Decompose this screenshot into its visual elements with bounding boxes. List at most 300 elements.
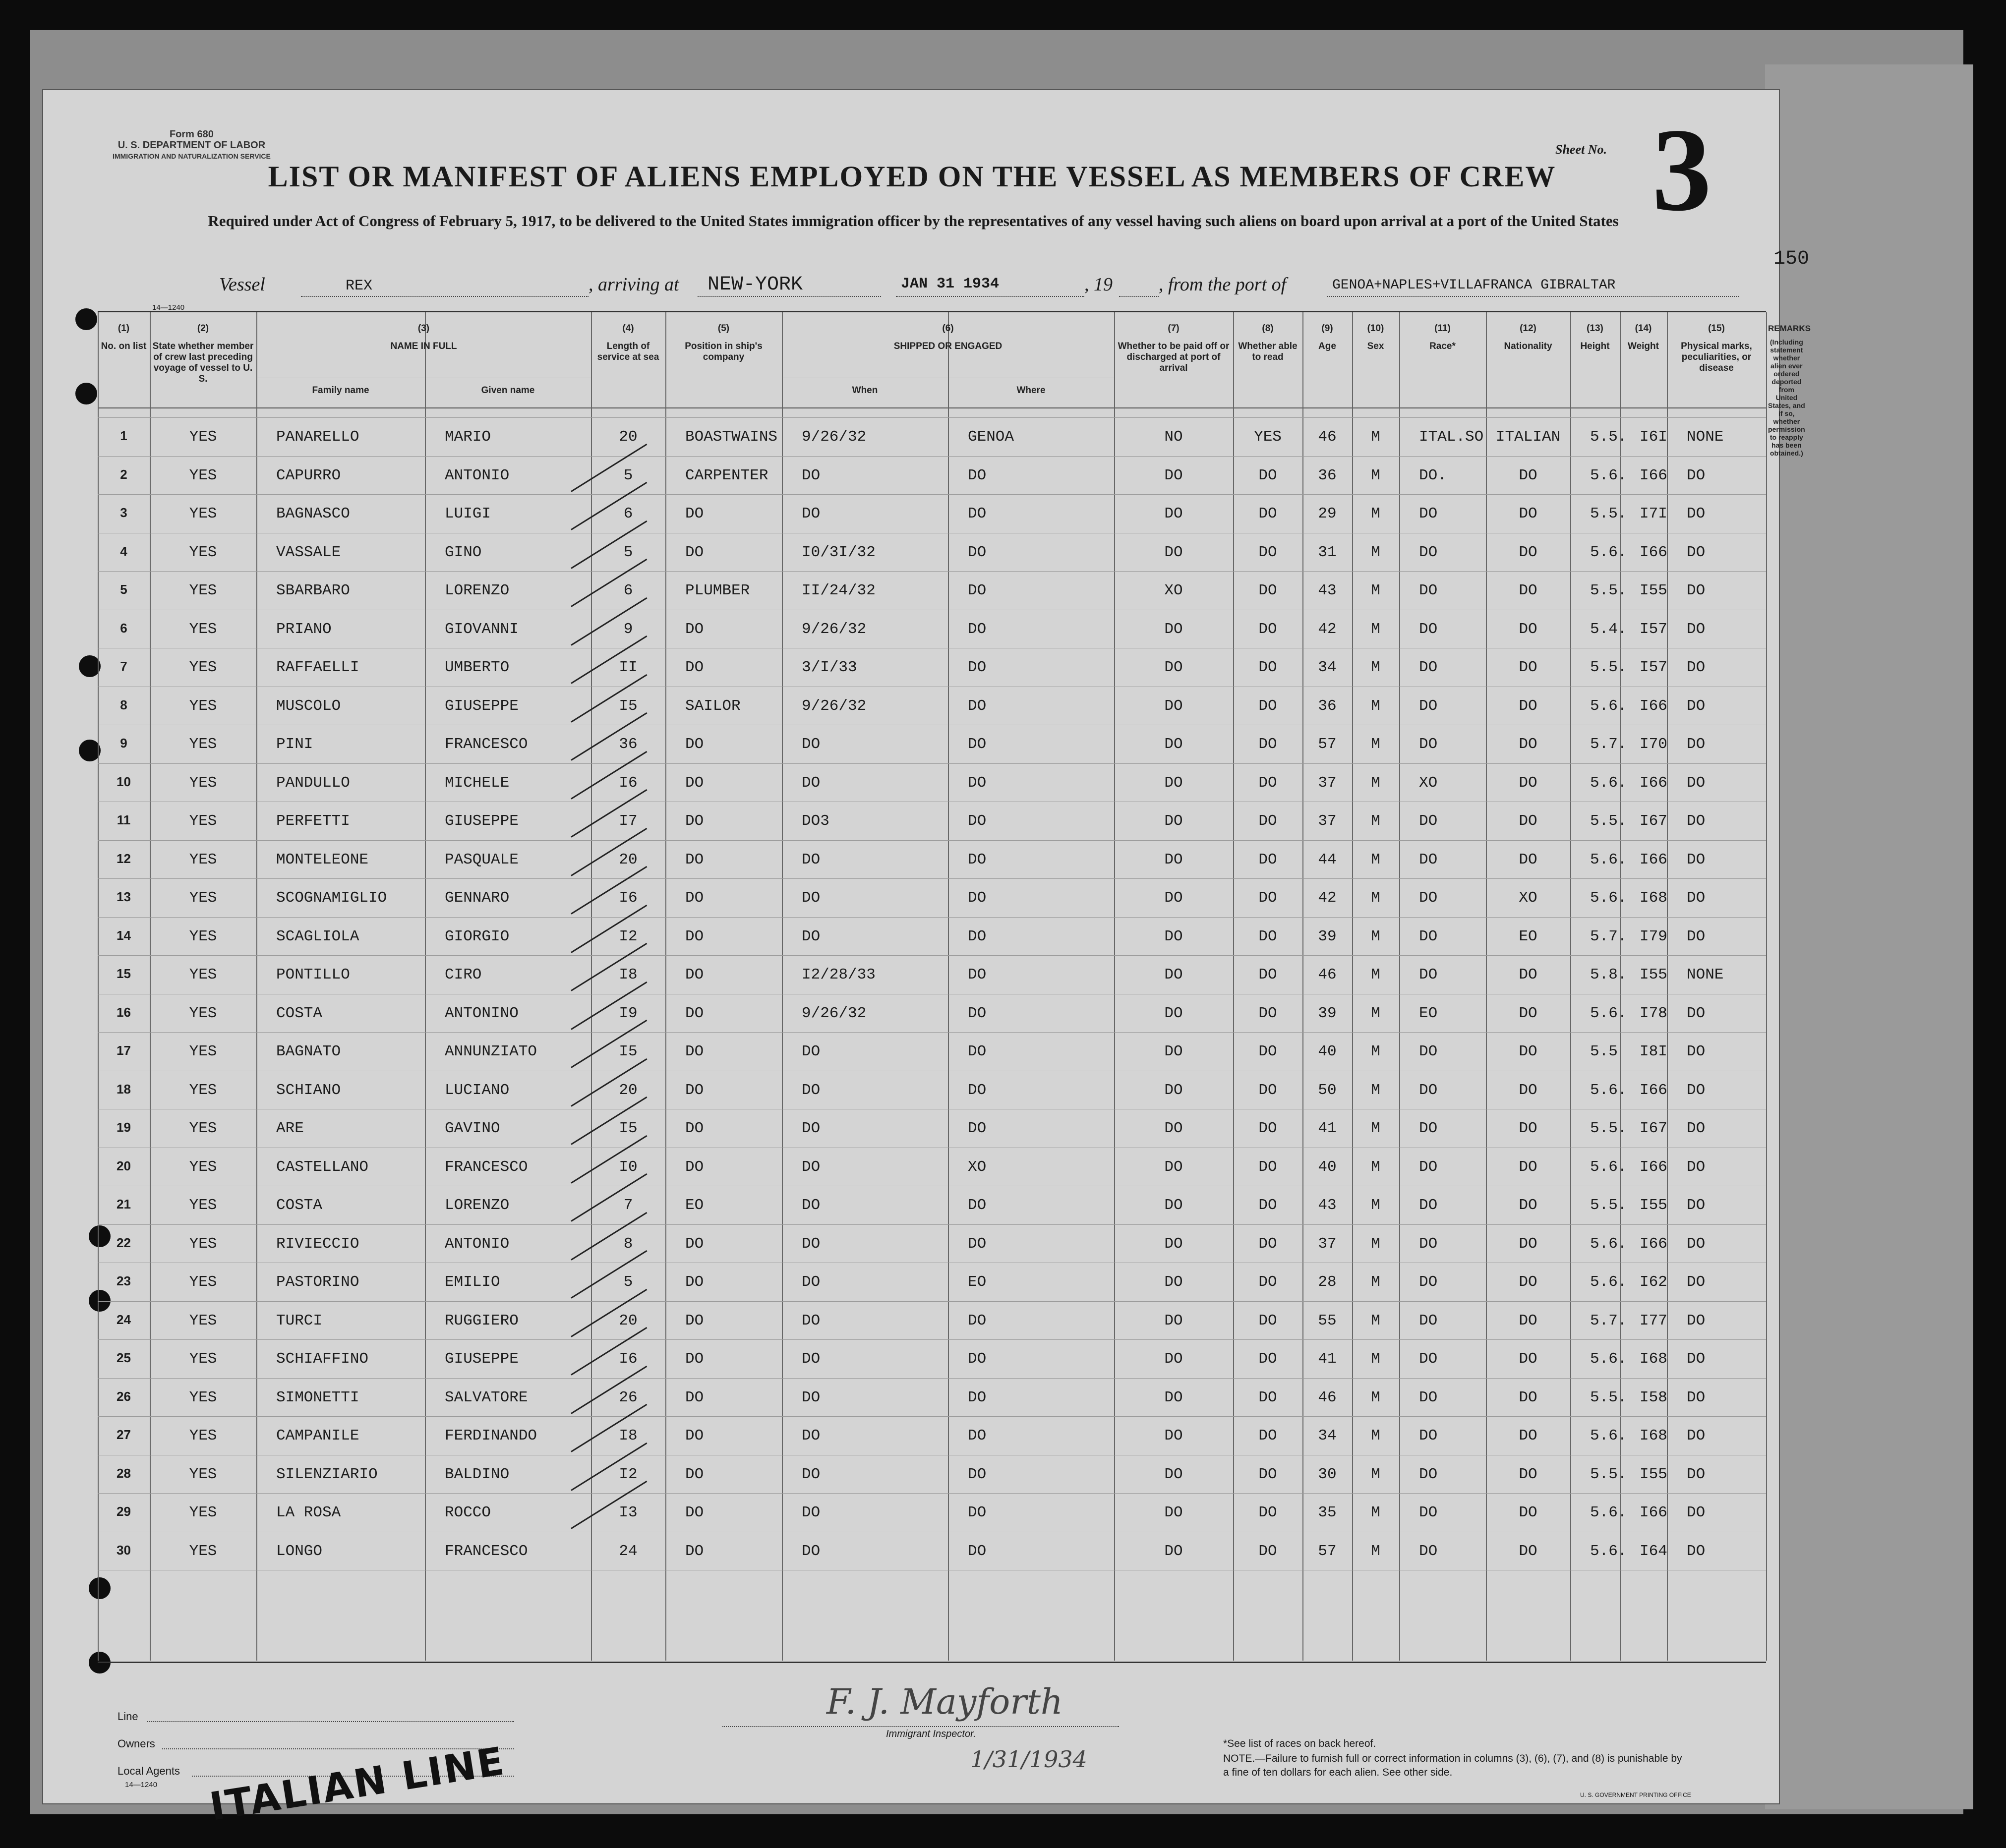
age: 30 — [1318, 1465, 1337, 1483]
row-rule — [98, 1416, 1766, 1417]
weight: I57 — [1640, 659, 1667, 676]
weight: I66 — [1640, 1158, 1667, 1176]
given-name: CIRO — [445, 966, 482, 983]
sex: M — [1371, 1273, 1380, 1291]
paid-off: NO — [1164, 428, 1183, 446]
age: 37 — [1318, 812, 1337, 830]
given-name: FRANCESCO — [445, 736, 528, 753]
row-rule — [98, 494, 1766, 495]
age: 39 — [1318, 1004, 1337, 1022]
given-name: ROCCO — [445, 1504, 491, 1521]
able-to-read: DO — [1258, 505, 1277, 522]
able-to-read: DO — [1258, 1120, 1277, 1137]
able-to-read: DO — [1258, 697, 1277, 715]
row-number: 27 — [117, 1427, 131, 1442]
paid-off: DO — [1164, 697, 1183, 715]
position: DO — [685, 774, 704, 792]
header-number: (14) — [1635, 323, 1652, 334]
header-label: Where — [1016, 385, 1046, 396]
family-name: PONTILLO — [276, 966, 350, 983]
row-number: 21 — [117, 1197, 131, 1212]
race: DO — [1419, 1350, 1438, 1368]
height: 5.4. — [1590, 620, 1627, 638]
header-label: Nationality — [1504, 341, 1552, 351]
header-given-name — [427, 385, 589, 396]
race: DO — [1419, 620, 1438, 638]
physical-marks: NONE — [1687, 428, 1724, 446]
position: DO — [685, 1427, 704, 1444]
header-shipped-where — [950, 385, 1112, 396]
header-number: (10) — [1367, 323, 1384, 334]
row-number: 5 — [120, 582, 127, 597]
height: 5.5. — [1590, 1120, 1627, 1137]
race: DO — [1419, 582, 1438, 599]
position: DO — [685, 1504, 704, 1521]
height: 5.5. — [1590, 505, 1627, 522]
shipped-where: EO — [968, 1273, 987, 1291]
header-paid-off — [1116, 323, 1231, 374]
sex: M — [1371, 543, 1380, 561]
nationality: DO — [1519, 851, 1537, 868]
position: BOASTWAINS — [685, 428, 778, 446]
height: 5.6. — [1590, 889, 1627, 907]
nationality: DO — [1519, 966, 1537, 983]
row-number: 2 — [120, 466, 127, 482]
sex: M — [1371, 1427, 1380, 1444]
header-shipped-when — [784, 385, 946, 396]
paid-off: DO — [1164, 620, 1183, 638]
weight: I66 — [1640, 697, 1667, 715]
sex: M — [1371, 736, 1380, 753]
paid-off: DO — [1164, 1043, 1183, 1060]
family-name: CAMPANILE — [276, 1427, 359, 1444]
race: DO — [1419, 1504, 1438, 1521]
vessel-name: REX — [346, 278, 373, 294]
position: DO — [685, 1081, 704, 1099]
age: 39 — [1318, 927, 1337, 945]
height: 5.7. — [1590, 1312, 1627, 1329]
prior-voyage: YES — [189, 543, 217, 561]
sex: M — [1371, 966, 1380, 983]
shipped-when: DO — [802, 1504, 821, 1521]
inspector-signature: F. J. Mayforth — [826, 1681, 1063, 1722]
height: 5.5. — [1590, 1197, 1627, 1214]
header-physical-marks — [1669, 323, 1764, 374]
weight: I66 — [1640, 466, 1667, 484]
able-to-read: DO — [1258, 736, 1277, 753]
race: DO — [1419, 697, 1438, 715]
nationality: DO — [1519, 812, 1537, 830]
given-name: FRANCESCO — [445, 1158, 528, 1176]
prior-voyage: YES — [189, 582, 217, 599]
row-rule — [98, 917, 1766, 918]
shipped-when: DO — [802, 1235, 821, 1253]
department-name: U. S. DEPARTMENT OF LABOR — [118, 140, 266, 151]
form-identifier — [113, 129, 271, 162]
weight: I70 — [1640, 736, 1667, 753]
weight: I68 — [1640, 889, 1667, 907]
nationality: DO — [1519, 1350, 1537, 1368]
family-name: SBARBARO — [276, 582, 350, 599]
sex: M — [1371, 620, 1380, 638]
able-to-read: DO — [1258, 1427, 1277, 1444]
given-name: SALVATORE — [445, 1388, 528, 1406]
physical-marks: DO — [1687, 1120, 1706, 1137]
header-number: (1) — [118, 323, 130, 334]
row-number: 3 — [120, 505, 127, 520]
shipped-when: DO — [802, 1312, 821, 1329]
able-to-read: DO — [1258, 1388, 1277, 1406]
family-name: BAGNATO — [276, 1043, 341, 1060]
row-number: 30 — [117, 1542, 131, 1558]
nationality: DO — [1519, 659, 1537, 676]
service-years: 20 — [619, 1081, 638, 1099]
position: DO — [685, 1312, 704, 1329]
paid-off: DO — [1164, 1120, 1183, 1137]
service-years: I8 — [619, 966, 638, 983]
year-label: , 19 — [1084, 274, 1113, 295]
row-number: 22 — [117, 1235, 131, 1250]
shipped-where: DO — [968, 927, 987, 945]
weight: I79 — [1640, 927, 1667, 945]
given-name: GAVINO — [445, 1120, 500, 1137]
age: 28 — [1318, 1273, 1337, 1291]
italian-line-stamp: ITALIAN LINE — [207, 1738, 509, 1830]
family-name: SCOGNAMIGLIO — [276, 889, 387, 907]
row-number: 4 — [120, 543, 127, 559]
header-prior-voyage — [152, 323, 254, 385]
race: DO — [1419, 851, 1438, 868]
given-name: GINO — [445, 543, 482, 561]
header-number: (8) — [1262, 323, 1274, 334]
nationality: DO — [1519, 1197, 1537, 1214]
row-number: 29 — [117, 1504, 131, 1519]
service-years: II — [619, 659, 638, 676]
sex: M — [1371, 927, 1380, 945]
able-to-read: DO — [1258, 927, 1277, 945]
paid-off: DO — [1164, 966, 1183, 983]
row-number: 8 — [120, 697, 127, 712]
prior-voyage: YES — [189, 774, 217, 792]
prior-voyage: YES — [189, 505, 217, 522]
row-rule — [98, 1378, 1766, 1379]
service-years: 36 — [619, 736, 638, 753]
position: DO — [685, 1235, 704, 1253]
sex: M — [1371, 1465, 1380, 1483]
shipped-when: DO — [802, 1542, 821, 1560]
prior-voyage: YES — [189, 1081, 217, 1099]
weight: I68 — [1640, 1427, 1667, 1444]
race: DO — [1419, 505, 1438, 522]
height: 5.6. — [1590, 466, 1627, 484]
column-rule — [1766, 312, 1767, 1661]
shipped-when: 9/26/32 — [802, 620, 867, 638]
nationality: DO — [1519, 582, 1537, 599]
paid-off: DO — [1164, 736, 1183, 753]
service-years: I0 — [619, 1158, 638, 1176]
able-to-read: DO — [1258, 1235, 1277, 1253]
race: DO — [1419, 1197, 1438, 1214]
nationality: DO — [1519, 1235, 1537, 1253]
age: 29 — [1318, 505, 1337, 522]
given-name: GIUSEPPE — [445, 812, 519, 830]
race: DO — [1419, 1043, 1438, 1060]
able-to-read: DO — [1258, 543, 1277, 561]
race: DO — [1419, 1120, 1438, 1137]
service-years: I2 — [619, 1465, 638, 1483]
family-name: MONTELEONE — [276, 851, 369, 868]
row-rule — [98, 1339, 1766, 1340]
given-name: PASQUALE — [445, 851, 519, 868]
sheet-label: Sheet No. — [1555, 142, 1607, 157]
shipped-when: DO — [802, 466, 821, 484]
physical-marks: DO — [1687, 1158, 1706, 1176]
position: DO — [685, 1043, 704, 1060]
family-name: TURCI — [276, 1312, 323, 1329]
row-rule — [98, 456, 1766, 457]
physical-marks: DO — [1687, 1004, 1706, 1022]
weight: I6I — [1640, 428, 1667, 446]
able-to-read: DO — [1258, 1542, 1277, 1560]
position: DO — [685, 620, 704, 638]
shipped-when: DO — [802, 851, 821, 868]
shipped-when: I2/28/33 — [802, 966, 876, 983]
row-number: 13 — [117, 889, 131, 904]
nationality: DO — [1519, 736, 1537, 753]
service-years: I5 — [619, 1120, 638, 1137]
service-years: 20 — [619, 428, 638, 446]
given-name: EMILIO — [445, 1273, 500, 1291]
header-label: Sex — [1367, 341, 1384, 351]
header-label: Position in ship's company — [685, 341, 763, 362]
weight: I62 — [1640, 1273, 1667, 1291]
shipped-where: DO — [968, 774, 987, 792]
paid-off: DO — [1164, 543, 1183, 561]
prior-voyage: YES — [189, 1158, 217, 1176]
vessel-label: Vessel — [219, 274, 265, 295]
height: 5.5. — [1590, 428, 1627, 446]
service-name: IMMIGRATION AND NATURALIZATION SERVICE — [113, 152, 271, 160]
height: 5.8. — [1590, 966, 1627, 983]
header-name-in-full — [258, 323, 589, 352]
arrival-port: NEW-YORK — [708, 274, 803, 296]
nationality: DO — [1519, 774, 1537, 792]
row-number: 18 — [117, 1081, 131, 1097]
position: SAILOR — [685, 697, 741, 715]
arrival-date-stamp: JAN 31 1934 — [901, 276, 1000, 292]
given-name: GIOVANNI — [445, 620, 519, 638]
paid-off: DO — [1164, 466, 1183, 484]
weight: I55 — [1640, 1197, 1667, 1214]
manifest-sheet — [42, 89, 1811, 1830]
prior-voyage: YES — [189, 428, 217, 446]
paid-off: DO — [1164, 1465, 1183, 1483]
height: 5.6. — [1590, 1427, 1627, 1444]
row-number: 15 — [117, 966, 131, 981]
header-label: State whether member of crew last preceding voyage of vessel to U. S. — [152, 341, 254, 384]
column-rule — [948, 312, 949, 1661]
header-label: Age — [1318, 341, 1336, 351]
row-number: 6 — [120, 620, 127, 635]
nationality: DO — [1519, 1158, 1537, 1176]
shipped-where: DO — [968, 466, 987, 484]
able-to-read: DO — [1258, 1004, 1277, 1022]
header-length-of-service — [593, 323, 663, 363]
physical-marks: DO — [1687, 620, 1706, 638]
physical-marks: DO — [1687, 736, 1706, 753]
position: DO — [685, 889, 704, 907]
weight: I55 — [1640, 582, 1667, 599]
height: 5.6. — [1590, 1273, 1627, 1291]
header-age — [1304, 323, 1350, 352]
position: DO — [685, 927, 704, 945]
service-years: I5 — [619, 697, 638, 715]
shipped-when: DO — [802, 1388, 821, 1406]
service-years: 7 — [623, 1197, 633, 1214]
family-name: SILENZIARIO — [276, 1465, 378, 1483]
paid-off: DO — [1164, 1273, 1183, 1291]
paid-off: DO — [1164, 927, 1183, 945]
nationality: DO — [1519, 620, 1537, 638]
weight: I55 — [1640, 1465, 1667, 1483]
service-years: I8 — [619, 1427, 638, 1444]
family-name: PINI — [276, 736, 313, 753]
given-name: GIUSEPPE — [445, 1350, 519, 1368]
family-name: PERFETTI — [276, 812, 350, 830]
height: 5.6. — [1590, 1081, 1627, 1099]
printer-credit: U. S. GOVERNMENT PRINTING OFFICE — [1580, 1791, 1691, 1798]
row-rule — [98, 1493, 1766, 1494]
service-years: I3 — [619, 1504, 638, 1521]
family-name: PRIANO — [276, 620, 332, 638]
prior-voyage: YES — [189, 812, 217, 830]
position: DO — [685, 1465, 704, 1483]
sex: M — [1371, 889, 1380, 907]
prior-voyage: YES — [189, 1465, 217, 1483]
header-label: (Including statement whether alien ever ordered deported from United States, and if so, whether permission to reapply has been obtained.) — [1768, 338, 1805, 457]
sheet-number: 3 — [1652, 104, 1711, 235]
given-name: MARIO — [445, 428, 491, 446]
line-label: Line — [118, 1710, 138, 1723]
paid-off: DO — [1164, 1197, 1183, 1214]
physical-marks: NONE — [1687, 966, 1724, 983]
weight: I68 — [1640, 1350, 1667, 1368]
physical-marks: DO — [1687, 1312, 1706, 1329]
shipped-where: DO — [968, 1235, 987, 1253]
able-to-read: DO — [1258, 851, 1277, 868]
paid-off: DO — [1164, 851, 1183, 868]
race: DO — [1419, 966, 1438, 983]
weight: I58 — [1640, 1388, 1667, 1406]
position: DO — [685, 1542, 704, 1560]
sex: M — [1371, 697, 1380, 715]
shipped-when: DO — [802, 736, 821, 753]
physical-marks: DO — [1687, 505, 1706, 522]
header-number: (12) — [1520, 323, 1536, 334]
race: DO — [1419, 889, 1438, 907]
sex: M — [1371, 1081, 1380, 1099]
header-number: (6) — [942, 323, 954, 334]
family-name: CAPURRO — [276, 466, 341, 484]
able-to-read: DO — [1258, 659, 1277, 676]
sex: M — [1371, 1542, 1380, 1560]
nationality: DO — [1519, 1120, 1537, 1137]
able-to-read: DO — [1258, 1465, 1277, 1483]
able-to-read: DO — [1258, 1504, 1277, 1521]
position: DO — [685, 1120, 704, 1137]
header-number: (5) — [717, 323, 730, 334]
shipped-where: DO — [968, 1427, 987, 1444]
physical-marks: DO — [1687, 1350, 1706, 1368]
weight: I55 — [1640, 966, 1667, 983]
family-name: VASSALE — [276, 543, 341, 561]
weight: I66 — [1640, 1235, 1667, 1253]
shipped-when: 9/26/32 — [802, 697, 867, 715]
physical-marks: DO — [1687, 543, 1706, 561]
shipped-when: DO — [802, 1350, 821, 1368]
header-sex — [1354, 323, 1397, 352]
family-name: SIMONETTI — [276, 1388, 359, 1406]
header-remarks-note — [1768, 338, 1805, 457]
shipped-when: 9/26/32 — [802, 428, 867, 446]
header-number: (3) — [417, 323, 430, 334]
header-number: (9) — [1321, 323, 1333, 334]
given-name: LUCIANO — [445, 1081, 510, 1099]
position: DO — [685, 1388, 704, 1406]
prior-voyage: YES — [189, 1043, 217, 1060]
weight: I64 — [1640, 1542, 1667, 1560]
paid-off: DO — [1164, 774, 1183, 792]
weight: I77 — [1640, 1312, 1667, 1329]
given-name: LORENZO — [445, 1197, 510, 1214]
sex: M — [1371, 466, 1380, 484]
age: 35 — [1318, 1504, 1337, 1521]
local-agents-label: Local Agents — [118, 1765, 180, 1777]
header-label: Whether able to read — [1238, 341, 1298, 362]
position: DO — [685, 736, 704, 753]
family-name: RIVIECCIO — [276, 1235, 359, 1253]
race: DO — [1419, 1081, 1438, 1099]
column-rule — [665, 312, 666, 1661]
header-label: Whether to be paid off or discharged at port of arrival — [1118, 341, 1230, 373]
service-years: 5 — [623, 466, 633, 484]
shipped-when: DO — [802, 1120, 821, 1137]
shipped-where: DO — [968, 966, 987, 983]
row-number: 19 — [117, 1120, 131, 1135]
height: 5.6. — [1590, 543, 1627, 561]
height: 5.5. — [1590, 1388, 1627, 1406]
punch-hole — [75, 383, 97, 404]
shipped-when: I0/3I/32 — [802, 543, 876, 561]
race: DO — [1419, 736, 1438, 753]
service-years: I7 — [619, 812, 638, 830]
shipped-where: DO — [968, 1350, 987, 1368]
header-number: (2) — [197, 323, 209, 334]
shipped-when: DO — [802, 1043, 821, 1060]
shipped-when: DO — [802, 505, 821, 522]
age: 40 — [1318, 1043, 1337, 1060]
nationality: DO — [1519, 697, 1537, 715]
paid-off: DO — [1164, 812, 1183, 830]
service-years: 8 — [623, 1235, 633, 1253]
row-number: 20 — [117, 1158, 131, 1173]
height: 5.6. — [1590, 1542, 1627, 1560]
age: 36 — [1318, 466, 1337, 484]
shipped-where: DO — [968, 1504, 987, 1521]
shipped-where: DO — [968, 1542, 987, 1560]
header-label: Family name — [312, 385, 369, 396]
shipped-when: DO — [802, 1273, 821, 1291]
